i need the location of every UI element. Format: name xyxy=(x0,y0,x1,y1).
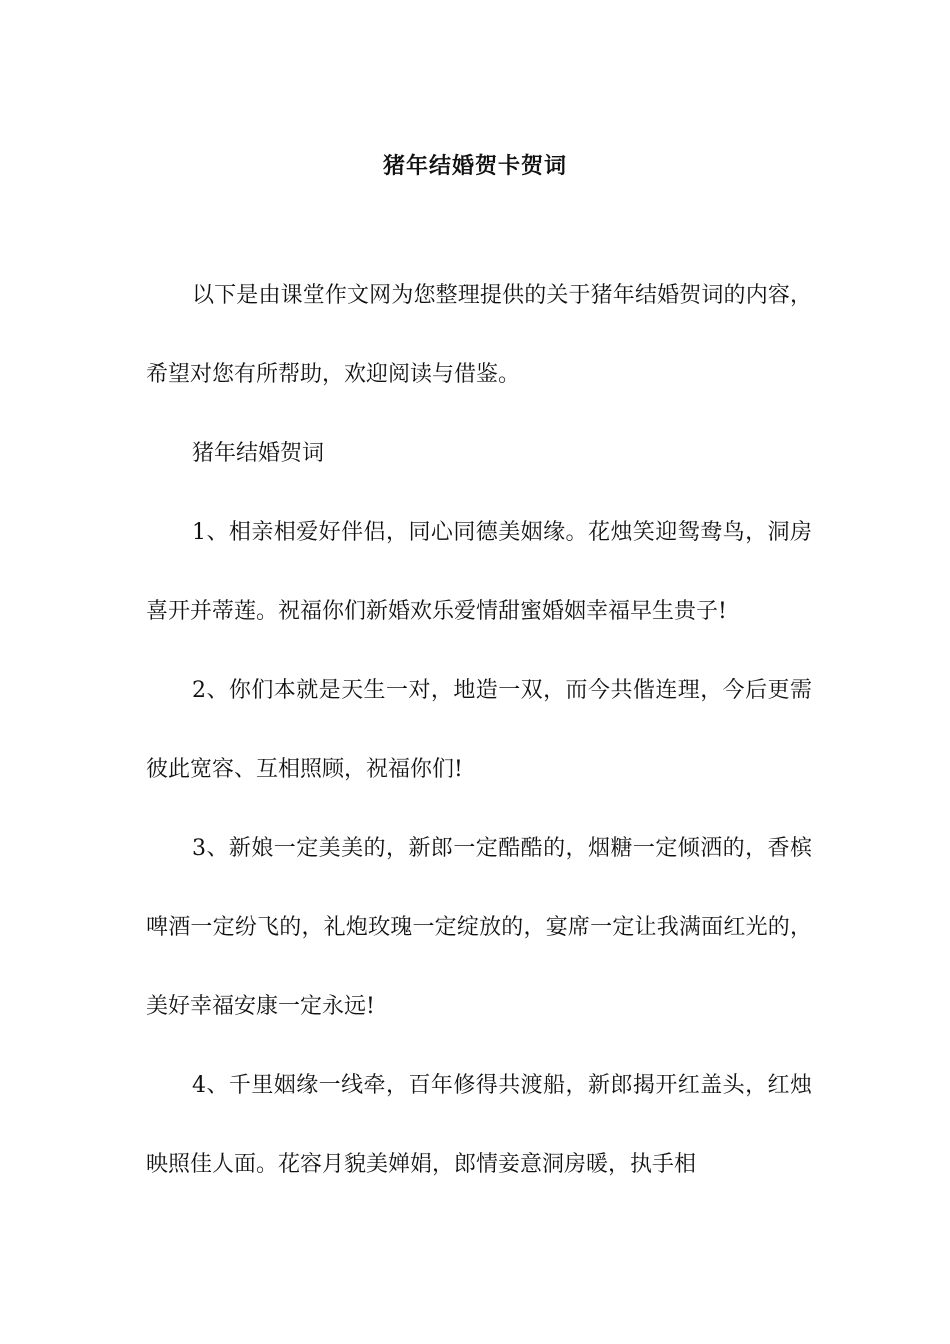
paragraph-item-1: 1、相亲相爱好伴侣，同心同德美姻缘。花烛笑迎鸳鸯鸟，洞房喜开并蒂莲。祝福你们新婚欢乐爱情甜蜜婚姻幸福早生贵子! xyxy=(146,520,812,624)
paragraph-item-2: 2、你们本就是天生一对，地造一双，而今共偕连理，今后更需彼此宽容、互相照顾，祝福你们! xyxy=(146,678,812,782)
document-body xyxy=(146,256,812,1204)
document-title: 猪年结婚贺卡贺词 xyxy=(382,153,567,179)
section-heading: 猪年结婚贺词 xyxy=(192,441,325,466)
paragraph-intro: 以下是由课堂作文网为您整理提供的关于猪年结婚贺词的内容，希望对您有所帮助，欢迎阅读与借鉴。 xyxy=(146,283,812,387)
paragraph-item-4: 4、千里姻缘一线牵，百年修得共渡船，新郎揭开红盖头，红烛映照佳人面。花容月貌美婵娟，郎情妾意洞房暖，执手相 xyxy=(146,1073,812,1177)
paragraph-item-3: 3、新娘一定美美的，新郎一定酷酷的，烟糖一定倾洒的，香槟啤酒一定纷飞的，礼炮玫瑰一定绽放的，宴席一定让我满面红光的，美好幸福安康一定永远! xyxy=(146,836,812,1019)
